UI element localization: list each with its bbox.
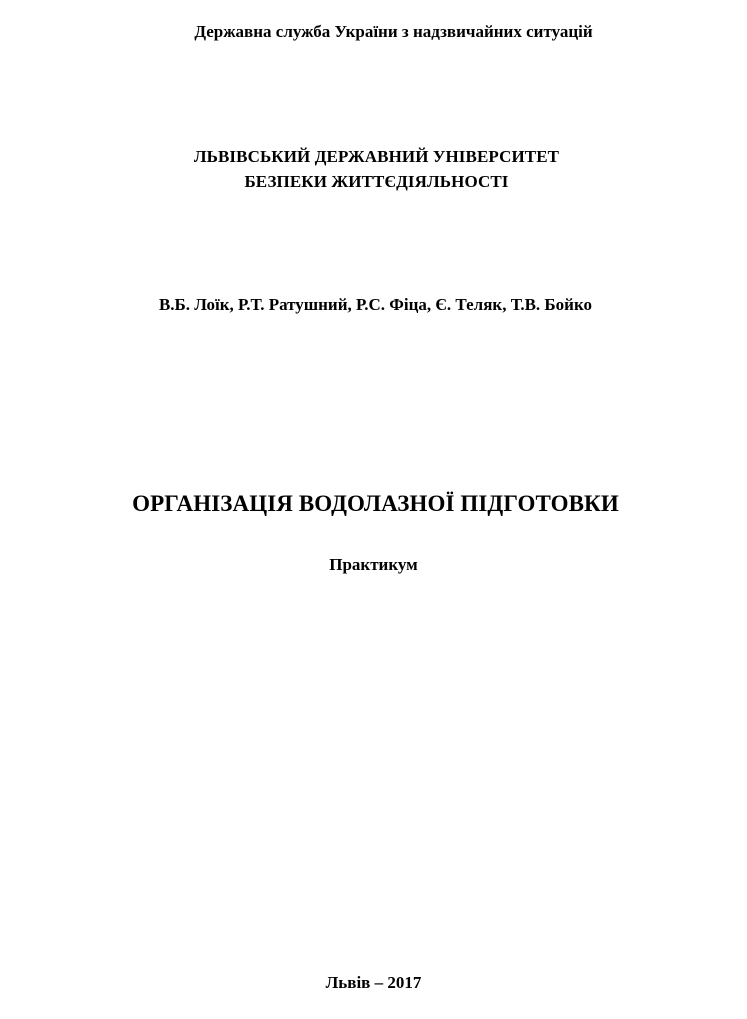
document-title: ОРГАНІЗАЦІЯ ВОДОЛАЗНОЇ ПІДГОТОВКИ [132,491,619,516]
place-year: Львів – 2017 [325,973,422,992]
agency-name: Державна служба України з надзвичайних ситуацій [194,22,593,41]
university-name-line2: БЕЗПЕКИ ЖИТТЄДІЯЛЬНОСТІ [244,172,509,191]
university-name-line1: ЛЬВІВСЬКИЙ ДЕРЖАВНИЙ УНІВЕРСИТЕТ [193,147,560,166]
document-subtitle: Практикум [329,555,418,574]
authors: В.Б. Лоїк, Р.Т. Ратушний, Р.С. Фіца, Є. Теляк, Т.В. Бойко [158,295,593,314]
